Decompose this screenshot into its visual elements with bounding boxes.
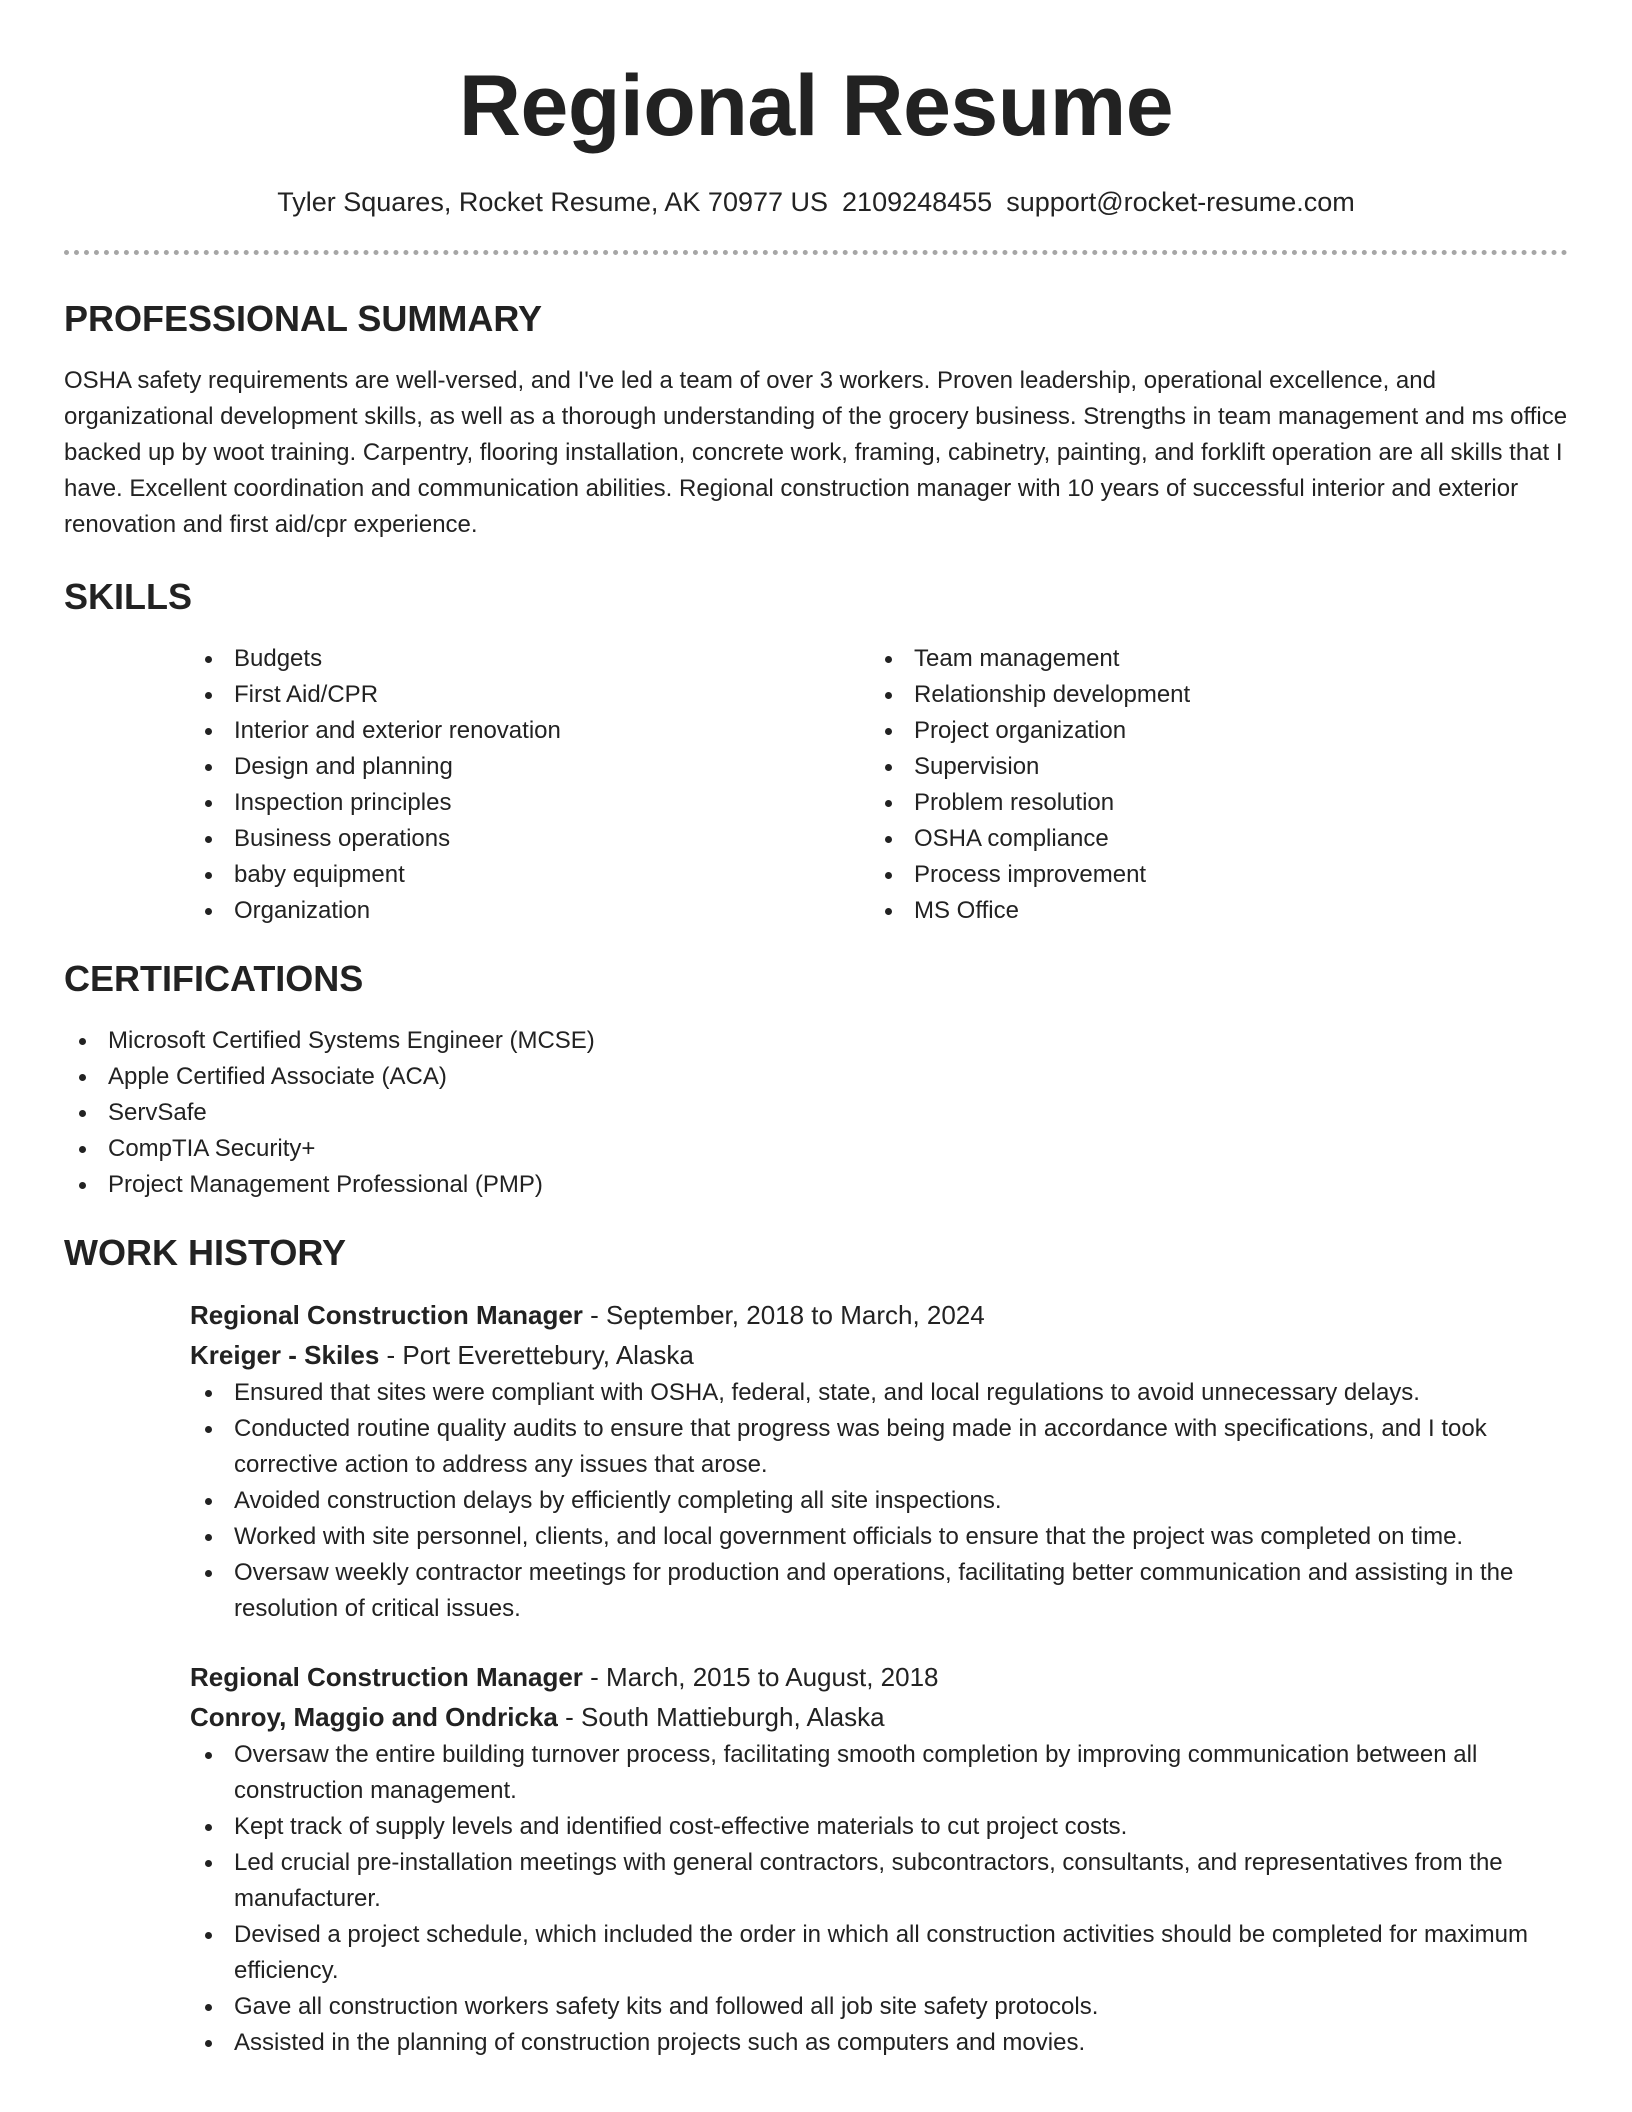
contact-address: Tyler Squares, Rocket Resume, AK 70977 US <box>277 187 829 217</box>
certification-item: CompTIA Security+ <box>64 1131 1568 1167</box>
job-bullet: Avoided construction delays by efficiently completing all site inspections. <box>190 1483 1568 1519</box>
certification-item: Apple Certified Associate (ACA) <box>64 1059 1568 1095</box>
skill-item: Interior and exterior renovation <box>190 713 870 749</box>
job-title: Regional Construction Manager <box>190 1300 583 1330</box>
job-bullet: Kept track of supply levels and identified cost-effective materials to cut project costs. <box>190 1809 1568 1845</box>
skill-item: First Aid/CPR <box>190 677 870 713</box>
skill-item: baby equipment <box>190 857 870 893</box>
certification-item: Project Management Professional (PMP) <box>64 1167 1568 1203</box>
summary-heading: PROFESSIONAL SUMMARY <box>64 298 543 339</box>
job-company: Kreiger - Skiles <box>190 1340 380 1370</box>
job-title: Regional Construction Manager <box>190 1662 583 1692</box>
job-bullet: Devised a project schedule, which included the order in which all construction activities should be completed for maximum efficiency. <box>190 1917 1568 1989</box>
contact-line <box>64 184 1568 220</box>
skills-section <box>64 575 1568 929</box>
job-company: Conroy, Maggio and Ondricka <box>190 1702 558 1732</box>
contact-phone: 2109248455 <box>842 187 993 217</box>
skills-grid <box>190 641 1568 929</box>
work-history-heading: WORK HISTORY <box>64 1232 347 1273</box>
job-location: - South Mattieburgh, Alaska <box>565 1702 885 1732</box>
job-bullet: Worked with site personnel, clients, and local government officials to ensure that the project was completed on time. <box>190 1519 1568 1555</box>
skills-heading: SKILLS <box>64 576 193 617</box>
job-bullet: Assisted in the planning of construction projects such as computers and movies. <box>190 2025 1568 2061</box>
job-bullet: Oversaw weekly contractor meetings for production and operations, facilitating better communication and assisting in the resolution of critical issues. <box>190 1555 1568 1627</box>
job-bullet: Oversaw the entire building turnover process, facilitating smooth completion by improving communication between all construction management. <box>190 1737 1568 1809</box>
skill-item: Supervision <box>870 749 1550 785</box>
job-bullet: Gave all construction workers safety kits and followed all job site safety protocols. <box>190 1989 1568 2025</box>
job-bullets <box>190 1737 1568 2061</box>
job-dates: - September, 2018 to March, 2024 <box>590 1300 985 1330</box>
job-title-line <box>190 1295 1568 1335</box>
skill-item: Design and planning <box>190 749 870 785</box>
work-history-section <box>64 1231 1568 2061</box>
job-company-line <box>190 1697 1568 1737</box>
certifications-section <box>64 957 1568 1203</box>
header-divider <box>64 250 1568 255</box>
skill-item: Project organization <box>870 713 1550 749</box>
job-bullet: Ensured that sites were compliant with OSHA, federal, state, and local regulations to avoid unnecessary delays. <box>190 1375 1568 1411</box>
job-bullet: Conducted routine quality audits to ensure that progress was being made in accordance with specifications, and I took corrective action to address any issues that arose. <box>190 1411 1568 1483</box>
contact-email: support@rocket-resume.com <box>1006 187 1355 217</box>
skill-item: Process improvement <box>870 857 1550 893</box>
skill-item: Inspection principles <box>190 785 870 821</box>
job-company-line <box>190 1335 1568 1375</box>
job-title-line <box>190 1657 1568 1697</box>
resume-title: Regional Resume <box>458 58 1174 154</box>
skill-item: Problem resolution <box>870 785 1550 821</box>
certifications-heading: CERTIFICATIONS <box>64 958 364 999</box>
skill-item: Business operations <box>190 821 870 857</box>
skills-list-left <box>190 641 870 929</box>
job-bullets <box>190 1375 1568 1627</box>
certification-item: Microsoft Certified Systems Engineer (MCSE) <box>64 1023 1568 1059</box>
skill-item: OSHA compliance <box>870 821 1550 857</box>
job-location: - Port Everettebury, Alaska <box>386 1340 694 1370</box>
certifications-list <box>64 1023 1568 1203</box>
job-dates: - March, 2015 to August, 2018 <box>590 1662 939 1692</box>
certification-item: ServSafe <box>64 1095 1568 1131</box>
job-entry <box>190 1295 1568 1627</box>
skill-item: Team management <box>870 641 1550 677</box>
skill-item: Organization <box>190 893 870 929</box>
job-entry <box>190 1657 1568 2061</box>
skill-item: Relationship development <box>870 677 1550 713</box>
skill-item: MS Office <box>870 893 1550 929</box>
skills-list-right <box>870 641 1550 929</box>
skill-item: Budgets <box>190 641 870 677</box>
summary-section <box>64 297 1568 543</box>
job-bullet: Led crucial pre-installation meetings with general contractors, subcontractors, consultants, and representatives from the manufacturer. <box>190 1845 1568 1917</box>
summary-text: OSHA safety requirements are well-versed, and I've led a team of over 3 workers. Proven leadership, operational excellence, and organizational development skills, as well as a thorough understanding of the grocery business. Strengths in team management and ms office backed up by woot training. Carpentry, flooring installation, concrete work, framing, cabinetry, painting, and forklift operation are all skills that I have. Excellent coordination and communication abilities. Regional construction manager with 10 years of successful interior and exterior renovation and first aid/cpr experience. <box>64 367 1568 538</box>
